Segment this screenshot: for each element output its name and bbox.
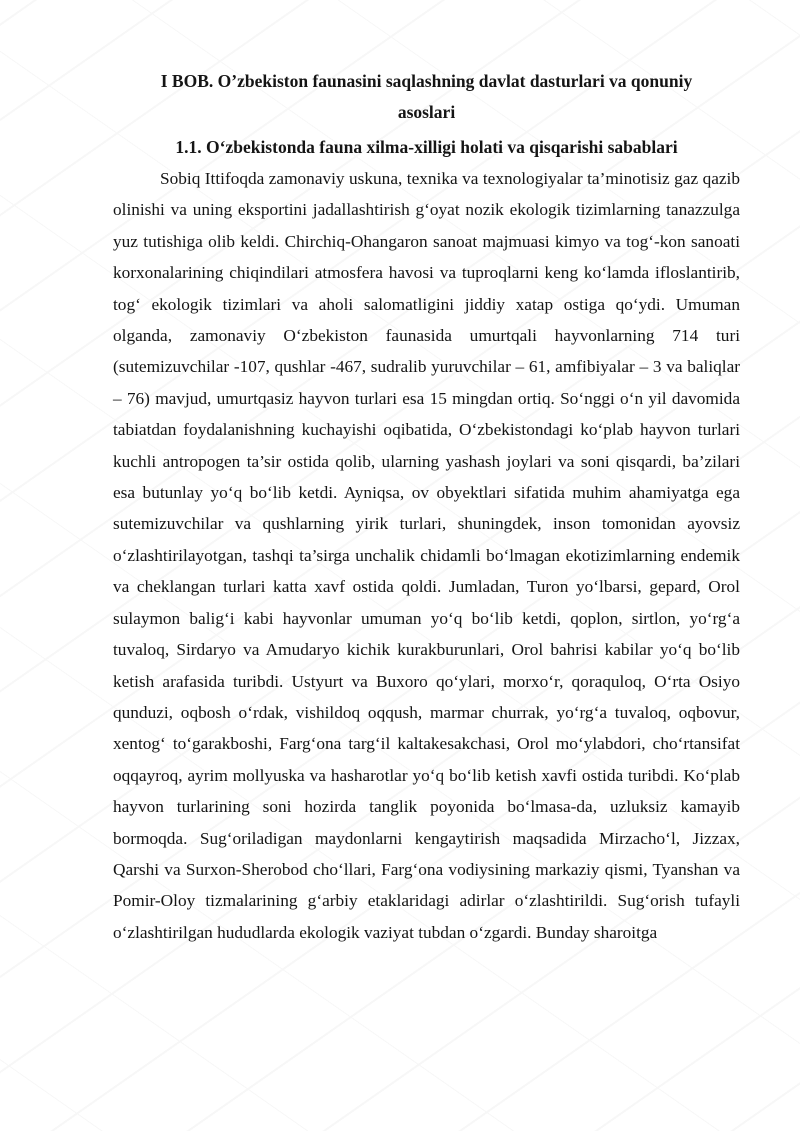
body-paragraph: Sobiq Ittifoqda zamonaviy uskuna, texnika va texnologiyalar ta’minotisiz gaz qazib olinishi va uning eksportini jadallashtirish g‘oyat nozik ekologik tizimlarning tanazzulga yuz tutishiga olib keldi. Chirchiq-Ohangaron sanoat majmuasi kimyo va tog‘-kon sanoati korxonalarining chiqindilari atmosfera havosi va tuproqlarni keng ko‘lamda ifloslantirib, tog‘ ekologik tizimlari va aholi salomatligini jiddiy xatap ostiga qo‘ydi. Umuman olganda, zamonaviy O‘zbekiston faunasida umurtqali hayvonlarning 714 turi (sutemizuvchilar -107, qushlar -467, sudralib yuruvchilar – 61, amfibiyalar – 3 va baliqlar – 76) mavjud, umurtqasiz hayvon turlari esa 15 mingdan ortiq. So‘nggi o‘n yil davomida tabiatdan foydalanishning kuchayishi oqibatida, O‘zbekistondagi ko‘plab hayvon turlari kuchli antropogen ta’sir ostida qolib, ularning yashash joylari va soni qisqardi, ba’zilari esa butunlay yo‘q bo‘lib ketdi. Ayniqsa, ov obyektlari sifatida muhim ahamiyatga ega sutemizuvchilar va qushlarning yirik turlari, shuningdek, inson tomonidan ayovsiz o‘zlashtirilayotgan, tashqi ta’sirga unchalik chidamli bo‘lmagan ekotizimlarning endemik va cheklangan turlari katta xavf ostida qoldi. Jumladan, Turon yo‘lbarsi, gepard, Orol sulaymon balig‘i kabi hayvonlar umuman yo‘q bo‘lib ketdi, qoplon, sirtlon, yo‘rg‘a tuvaloq, Sirdaryo va Amudaryo kichik kurakburunlari, Orol bahrisi kabilar yo‘q bo‘lib ketish arafasida turibdi. Ustyurt va Buxoro qo‘ylari, morxo‘r, qoraquloq, O‘rta Osiyo qunduzi, oqbosh o‘rdak, vishildoq oqqush, marmar churrak, yo‘rg‘a tuvaloq, oqbovur, xentog‘ to‘garakboshi, Farg‘ona targ‘il kaltakesakchasi, Orol mo‘ylabdori, cho‘rtansifat oqqayroq, ayrim mollyuska va hasharotlar yo‘q bo‘lib ketish xavfi ostida turibdi. Ko‘plab hayvon turlarining soni hozirda tanglik poyonida bo‘lmasa-da, uzluksiz kamayib bormoqda. Sug‘oriladigan maydonlarni kengaytirish maqsadida Mirzacho‘l, Jizzax, Qarshi va Surxon-Sherobod cho‘llari, Farg‘ona vodiysining markaziy qismi, Tyanshan va Pomir-Oloy tizmalarining g‘arbiy etaklaridagi adirlar o‘zlashtirildi. Sug‘orish tufayli o‘zlashtirilgan hududlarda ekologik vaziyat tubdan o‘zgardi. Bunday sharoitga: [113, 169, 740, 942]
page-content: [113, 66, 740, 948]
chapter-title: I BOB. O’zbekiston faunasini saqlashning davlat dasturlari va qonuniy asoslari: [160, 71, 693, 122]
section-title: 1.1. O‘zbekistonda fauna xilma-xilligi holati va qisqarishi sabablari: [175, 137, 678, 157]
